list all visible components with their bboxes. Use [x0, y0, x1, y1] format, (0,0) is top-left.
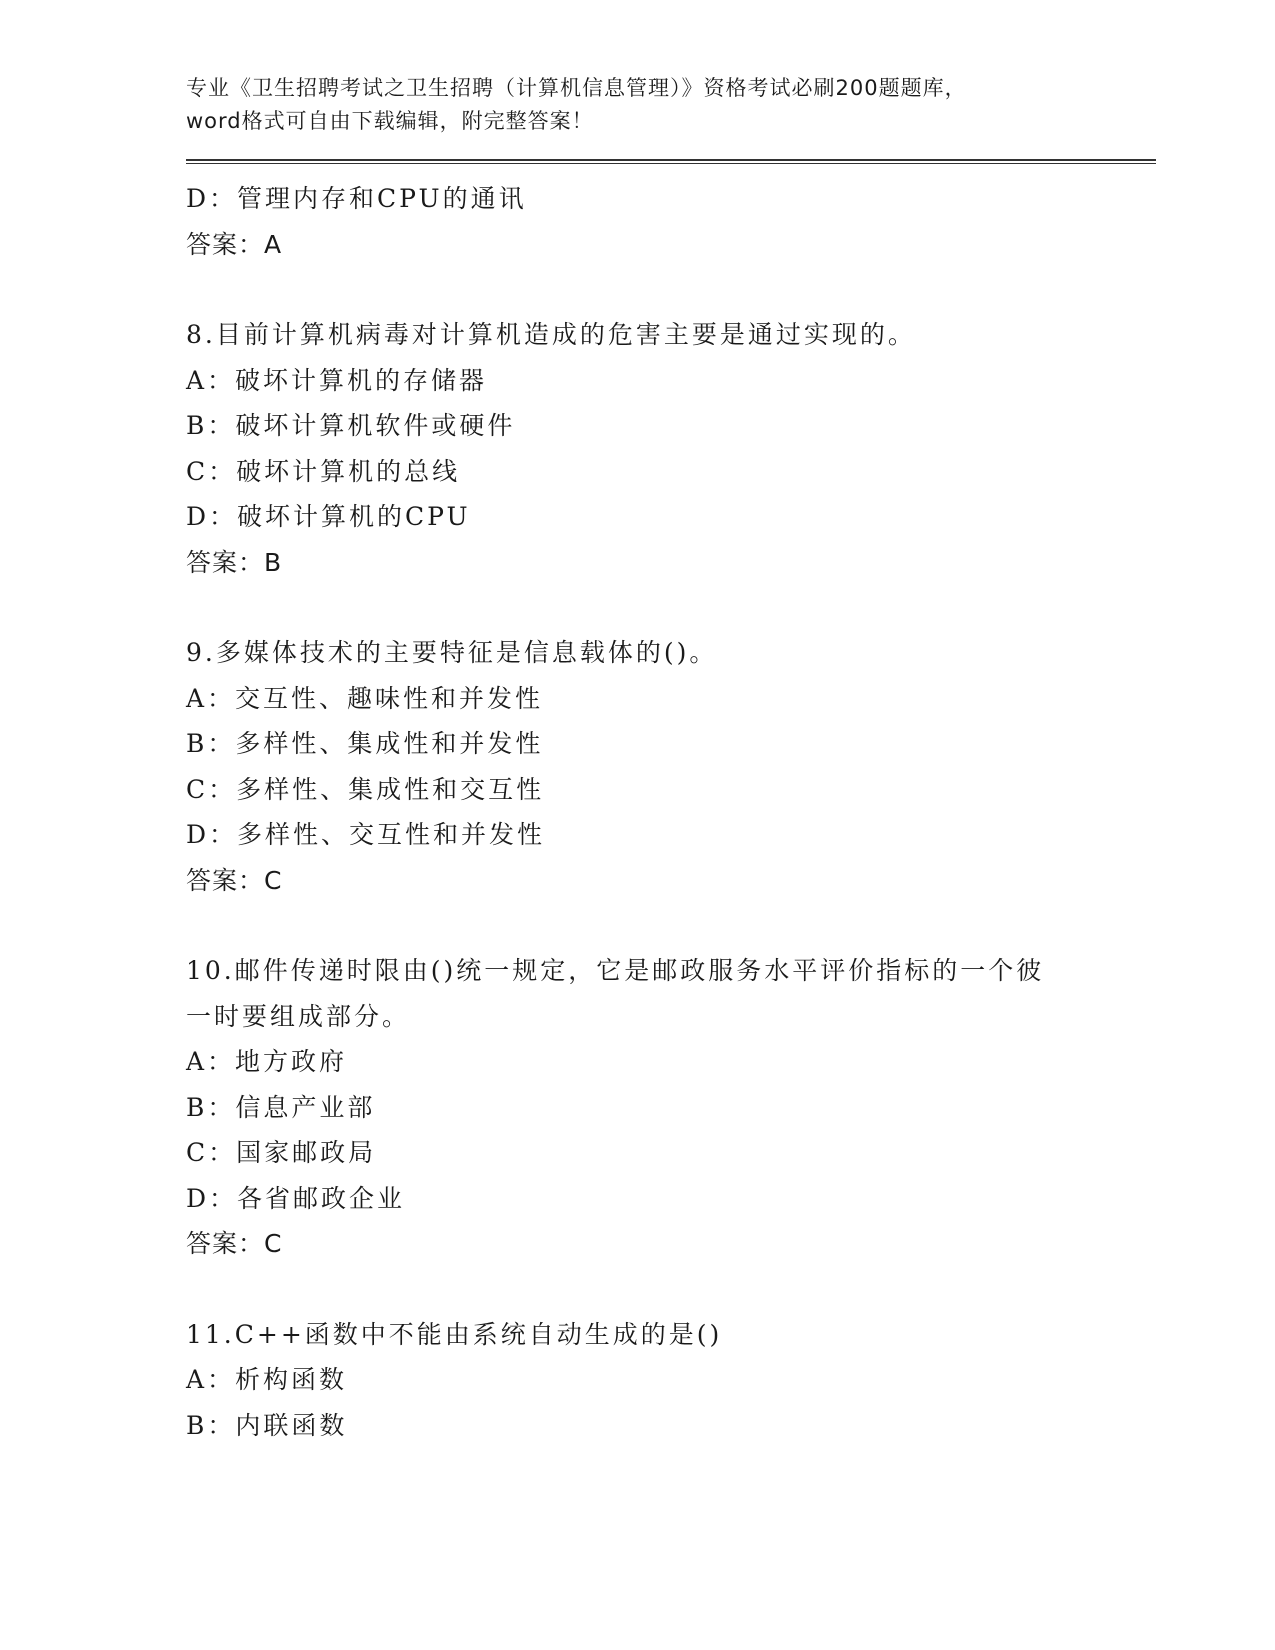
- spacer: [186, 1267, 1156, 1312]
- question-10: [186, 948, 1156, 1267]
- option-a: A：地方政府: [186, 1047, 348, 1076]
- spacer: [186, 585, 1156, 630]
- answer: 答案：C: [186, 1229, 283, 1258]
- option-c: C：多样性、集成性和交互性: [186, 774, 545, 804]
- header-divider: [186, 159, 1156, 164]
- answer: 答案：B: [186, 547, 283, 577]
- question-stem: 8.目前计算机病毒对计算机造成的危害主要是通过实现的。: [186, 320, 916, 349]
- option-d: D：多样性、交互性和并发性: [186, 820, 546, 849]
- option-a: A：析构函数: [186, 1365, 348, 1394]
- option-a: A：交互性、趣味性和并发性: [186, 683, 544, 713]
- option-b: B：内联函数: [186, 1410, 348, 1440]
- option-b: B：破坏计算机软件或硬件: [186, 411, 516, 440]
- option-c: C：破坏计算机的总线: [186, 456, 461, 486]
- answer: 答案：A: [186, 229, 283, 259]
- question-stem: 11.C++函数中不能由系统自动生成的是(): [186, 1319, 723, 1349]
- option-c: C：国家邮政局: [186, 1138, 377, 1167]
- option-d: D：破坏计算机的CPU: [186, 502, 471, 531]
- header-title-line-2: word格式可自由下载编辑，附完整答案！: [186, 109, 594, 133]
- header-title-line-1: 专业《卫生招聘考试之卫生招聘（计算机信息管理）》资格考试必刷200题题库，: [186, 76, 967, 100]
- option-b: B：多样性、集成性和并发性: [186, 729, 544, 758]
- option-d: D：管理内存和CPU的通讯: [186, 184, 527, 213]
- question-8: [186, 312, 1156, 585]
- question-stem-line-1: 10.邮件传递时限由()统一规定，它是邮政服务水平评价指标的一个彼: [186, 956, 1045, 985]
- question-9: [186, 630, 1156, 903]
- document-header: [186, 72, 1156, 138]
- spacer: [186, 903, 1156, 948]
- spacer: [186, 267, 1156, 312]
- answer: 答案：C: [186, 865, 283, 895]
- option-b: B：信息产业部: [186, 1092, 376, 1122]
- option-d: D：各省邮政企业: [186, 1183, 406, 1213]
- option-a: A：破坏计算机的存储器: [186, 365, 488, 395]
- question-stem: 9.多媒体技术的主要特征是信息载体的()。: [186, 638, 718, 667]
- question-list: [186, 176, 1156, 1448]
- document-page: [186, 72, 1156, 1448]
- question-stem-line-2: 一时要组成部分。: [186, 1001, 411, 1031]
- question-11: [186, 1312, 1156, 1449]
